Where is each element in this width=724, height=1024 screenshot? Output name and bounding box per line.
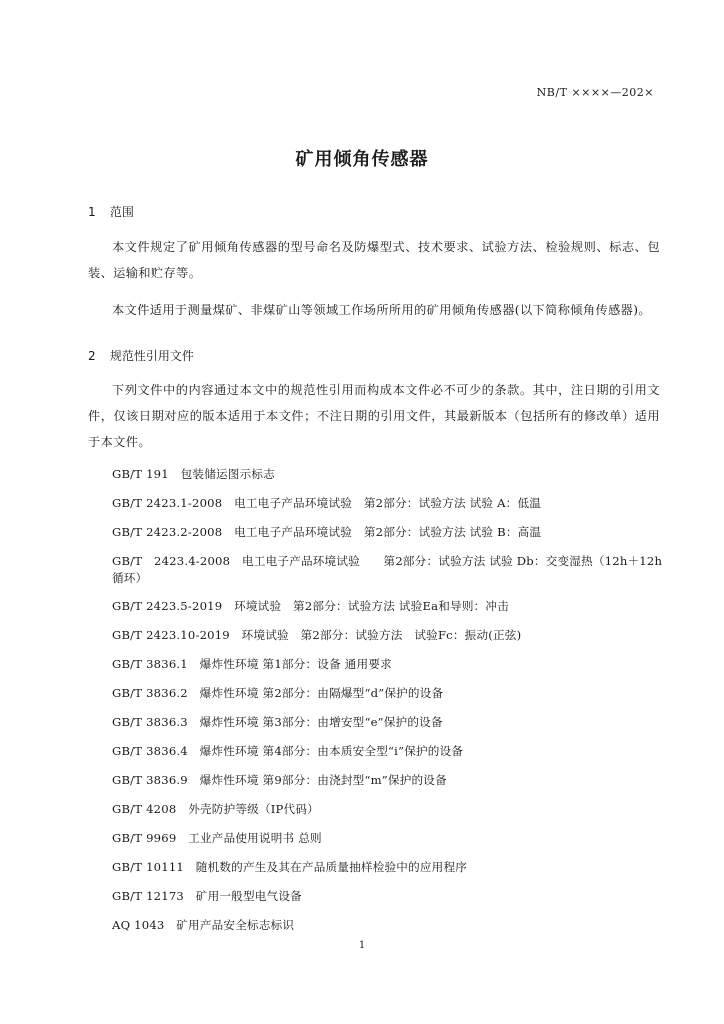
reference-item: GB/T 10111 随机数的产生及其在产品质量抽样检验中的应用程序 [112, 860, 468, 874]
section-heading-normative-references [88, 347, 194, 364]
reference-item: GB/T 2423.2-2008 电工电子产品环境试验 第2部分：试验方法 试验 B：高温 [112, 525, 542, 539]
section-heading-scope [88, 203, 134, 220]
reference-item: AQ 1043 矿用产品安全标志标识 [112, 918, 295, 932]
reference-list [112, 466, 672, 946]
section-title: 规范性引用文件 [109, 349, 194, 363]
reference-item: GB/T 9969 工业产品使用说明书 总则 [112, 831, 322, 845]
reference-item: GB/T 2423.5-2019 环境试验 第2部分：试验方法 试验Ea和导则：冲击 [112, 599, 509, 613]
reference-item: GB/T 12173 矿用一般型电气设备 [112, 889, 302, 903]
reference-item: GB/T 3836.4 爆炸性环境 第4部分：由本质安全型“i”保护的设备 [112, 744, 464, 758]
standard-code: NB/T ××××—202× [536, 86, 654, 99]
reference-item: GB/T 3836.1 爆炸性环境 第1部分：设备 通用要求 [112, 657, 392, 671]
reference-item: GB/T 191 包装储运图示标志 [112, 467, 275, 481]
reference-item: GB/T 2423.4-2008 电工电子产品环境试验 第2部分：试验方法 试验 Db：交变湿热（12h＋12h循环） [112, 554, 663, 585]
references-intro-paragraph: 下列文件中的内容通过本文中的规范性引用而构成本文件必不可少的条款。其中，注日期的引用文件，仅该日期对应的版本适用于本文件；不注日期的引用文件，其最新版本（包括所有的修改单）适用于本文件。 [88, 383, 660, 449]
scope-paragraph-2: 本文件适用于测量煤矿、非煤矿山等领域工作场所所用的矿用倾角传感器(以下简称倾角传感器)。 [112, 303, 651, 317]
reference-item: GB/T 2423.1-2008 电工电子产品环境试验 第2部分：试验方法 试验 A：低温 [112, 496, 542, 510]
section-number: 1 [88, 205, 96, 219]
scope-paragraph-1: 本文件规定了矿用倾角传感器的型号命名及防爆型式、技术要求、试验方法、检验规则、标志、包装、运输和贮存等。 [88, 240, 660, 280]
reference-item: GB/T 3836.2 爆炸性环境 第2部分：由隔爆型“d”保护的设备 [112, 686, 444, 700]
section-number: 2 [88, 349, 96, 363]
document-title: 矿用倾角传感器 [295, 149, 429, 170]
section-title: 范围 [109, 205, 134, 219]
reference-item: GB/T 3836.3 爆炸性环境 第3部分：由增安型“e”保护的设备 [112, 715, 443, 729]
reference-item: GB/T 2423.10-2019 环境试验 第2部分：试验方法 试验Fc：振动(正弦) [112, 628, 522, 642]
reference-item: GB/T 4208 外壳防护等级（IP代码） [112, 802, 319, 816]
page-number: 1 [358, 940, 366, 951]
reference-item: GB/T 3836.9 爆炸性环境 第9部分：由浇封型“m”保护的设备 [112, 773, 447, 787]
